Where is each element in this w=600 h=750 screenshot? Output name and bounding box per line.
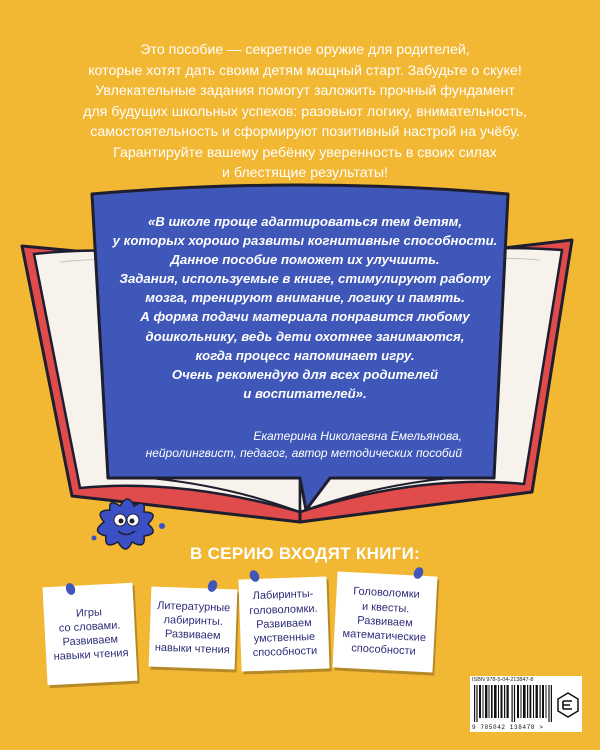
intro-line: для будущих школьных успехов: разовьют логику, внимательность, [83, 103, 527, 120]
series-book-card [42, 583, 137, 686]
intro-line: которые хотят дать своим детям мощный старт. Забудьте о скуке! [88, 62, 522, 79]
intro-line: Это пособие — секретное оружие для родителей, [140, 42, 470, 58]
series-title: В СЕРИЮ ВХОДЯТ КНИГИ: [190, 544, 421, 563]
barcode-icon [474, 685, 552, 722]
series-book-title: Лабиринты- головоломки. Развиваем умственные способности [249, 588, 318, 660]
quote-line: Данное пособие поможет их улучшить. [170, 252, 440, 268]
intro-line: Увлекательные задания помогут заложить прочный фундамент [95, 83, 515, 99]
quote-line: А форма подачи материала понравится любому [140, 309, 470, 325]
quote-author [146, 428, 462, 462]
series-book-card [149, 587, 238, 670]
intro-line: Гарантируйте вашему ребёнку уверенность в своих силах [113, 144, 497, 161]
isbn-barcode [470, 676, 582, 732]
series-book-card [333, 571, 438, 672]
quote-line: дошкольнику, ведь дети охотнее занимаются, [145, 328, 465, 344]
series-book-title: Литературные лабиринты. Развиваем навыки чтения [154, 599, 231, 657]
publisher-logo-icon [557, 692, 579, 718]
quote-line: у которых хорошо развиты когнитивные способности. [112, 233, 498, 249]
quote-text [110, 212, 500, 403]
isbn-text: ISBN 978-5-04-213847-8 [472, 677, 534, 683]
quote-line: Очень рекомендую для всех родителей [171, 366, 439, 382]
intro-line: самостоятельность и сформируют позитивный настрой на учёбу. [90, 124, 520, 140]
quote-line: мозга, тренируют внимание, логику и память. [145, 290, 465, 306]
series-book-title: Головоломки и квесты. Развиваем математические способности [342, 585, 427, 658]
quote-line: «В школе проще адаптироваться тем детям, [147, 214, 463, 229]
series-book-title: Игры со словами. Развиваем навыки чтения [53, 605, 129, 664]
quote-line: и воспитателей». [243, 385, 367, 401]
author-name: Екатерина Николаевна Емельянова, [253, 429, 462, 443]
series-book-card [238, 576, 329, 671]
intro-line: и блестящие результаты! [222, 165, 388, 181]
quote-line: Задания, используемые в книге, стимулируют работу [119, 271, 491, 287]
quote-line: когда процесс напоминает игру. [195, 347, 415, 363]
author-role: нейролингвист, педагог, автор методических пособий [145, 446, 462, 460]
isbn-number: 9 785042 138478 > [472, 724, 544, 731]
